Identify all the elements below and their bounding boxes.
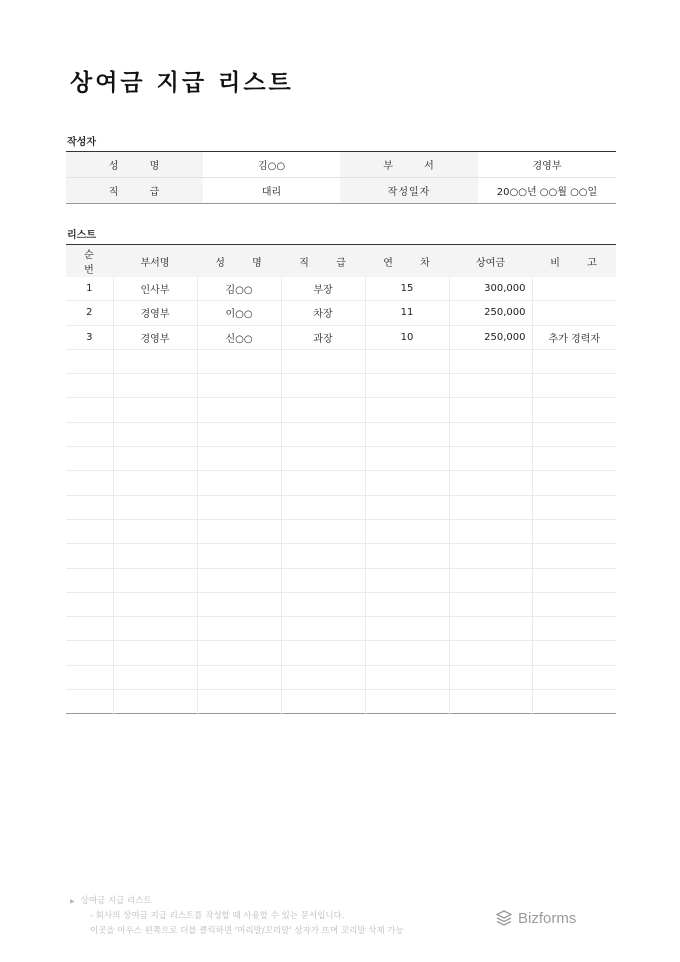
table-cell: 11 — [365, 301, 449, 325]
table-cell — [449, 544, 532, 568]
table-cell — [532, 374, 616, 398]
table-cell — [113, 422, 197, 446]
table-cell — [532, 495, 616, 519]
table-cell: 250,000 — [449, 325, 532, 349]
table-cell — [281, 690, 365, 714]
table-cell — [113, 665, 197, 689]
author-row — [66, 178, 616, 204]
table-cell — [197, 568, 281, 592]
table-cell — [281, 398, 365, 422]
table-cell — [197, 665, 281, 689]
table-cell — [113, 544, 197, 568]
table-cell — [281, 617, 365, 641]
table-cell — [532, 519, 616, 543]
table-cell — [113, 471, 197, 495]
table-cell: 차장 — [281, 301, 365, 325]
department-label: 부 서 — [340, 152, 478, 178]
table-cell — [113, 519, 197, 543]
table-cell — [365, 568, 449, 592]
table-cell: 경영부 — [113, 301, 197, 325]
table-cell: 2 — [66, 301, 113, 325]
header-name: 성 명 — [197, 245, 281, 278]
table-cell — [365, 665, 449, 689]
table-row — [66, 641, 616, 665]
position-label: 직 급 — [66, 178, 203, 204]
table-row — [66, 495, 616, 519]
table-cell — [281, 471, 365, 495]
table-row — [66, 471, 616, 495]
table-cell: 15 — [365, 277, 449, 301]
table-cell: 부장 — [281, 277, 365, 301]
header-years: 연 차 — [365, 245, 449, 278]
table-cell — [66, 592, 113, 616]
author-row — [66, 152, 616, 178]
table-cell — [449, 374, 532, 398]
table-cell — [365, 592, 449, 616]
table-cell — [449, 398, 532, 422]
table-row — [66, 398, 616, 422]
table-cell — [197, 617, 281, 641]
table-row — [66, 301, 616, 325]
table-cell — [66, 519, 113, 543]
logo-text: Bizforms — [518, 909, 577, 927]
table-row — [66, 325, 616, 349]
table-cell — [532, 277, 616, 301]
table-cell — [532, 592, 616, 616]
table-cell: 신○○ — [197, 325, 281, 349]
table-cell — [365, 641, 449, 665]
bonus-list-table — [66, 244, 616, 714]
table-cell — [281, 519, 365, 543]
table-row — [66, 544, 616, 568]
table-cell — [113, 374, 197, 398]
table-row — [66, 690, 616, 714]
table-cell — [449, 495, 532, 519]
position-value: 대리 — [261, 187, 282, 198]
table-cell — [449, 617, 532, 641]
table-cell — [66, 641, 113, 665]
table-cell — [532, 617, 616, 641]
table-cell — [197, 495, 281, 519]
table-cell — [113, 495, 197, 519]
table-cell — [365, 617, 449, 641]
table-cell — [197, 641, 281, 665]
table-cell: 이○○ — [197, 301, 281, 325]
table-cell — [66, 665, 113, 689]
table-cell: 10 — [365, 325, 449, 349]
table-cell — [449, 592, 532, 616]
table-cell — [532, 665, 616, 689]
table-cell: 300,000 — [449, 277, 532, 301]
table-cell — [197, 422, 281, 446]
table-cell — [281, 447, 365, 471]
table-cell — [197, 592, 281, 616]
table-row — [66, 349, 616, 373]
table-cell — [66, 447, 113, 471]
stacked-layers-icon — [495, 909, 513, 927]
table-cell — [66, 349, 113, 373]
table-cell — [66, 374, 113, 398]
table-cell — [113, 690, 197, 714]
author-section-label: 작성자 — [67, 137, 96, 148]
table-row — [66, 447, 616, 471]
table-cell — [281, 349, 365, 373]
triangle-bullet-icon: ▶ — [70, 898, 75, 905]
table-cell — [197, 519, 281, 543]
table-cell — [449, 447, 532, 471]
date-value: 20○○년 ○○월 ○○일 — [496, 187, 598, 198]
table-cell — [532, 422, 616, 446]
table-cell — [532, 447, 616, 471]
table-cell — [365, 690, 449, 714]
table-cell — [66, 495, 113, 519]
table-cell — [449, 641, 532, 665]
table-cell: 3 — [66, 325, 113, 349]
table-cell — [66, 471, 113, 495]
name-value: 김○○ — [203, 152, 340, 178]
list-section-label: 리스트 — [67, 230, 96, 241]
table-cell — [532, 349, 616, 373]
table-cell — [281, 422, 365, 446]
table-cell — [281, 374, 365, 398]
table-cell — [197, 690, 281, 714]
author-info-table — [66, 151, 616, 204]
table-cell — [66, 617, 113, 641]
table-cell: 경영부 — [113, 325, 197, 349]
footer-hint: 이곳을 마우스 왼쪽으로 더블 클릭하면 '머리말/꼬리말' 상자가 뜨며 꼬리말 삭제 가능 — [90, 926, 404, 936]
header-department: 부서명 — [113, 245, 197, 278]
footer-description: - 회사의 상여금 지급 리스트를 작성할 때 사용할 수 있는 문서입니다. — [90, 911, 345, 921]
table-cell: 1 — [66, 277, 113, 301]
table-cell — [532, 568, 616, 592]
table-cell — [532, 690, 616, 714]
table-row — [66, 422, 616, 446]
table-cell: 인사부 — [113, 277, 197, 301]
table-cell — [449, 349, 532, 373]
table-cell — [281, 544, 365, 568]
table-cell — [197, 447, 281, 471]
table-row — [66, 617, 616, 641]
table-cell — [113, 349, 197, 373]
table-cell — [113, 617, 197, 641]
table-cell: 추가 경력자 — [532, 325, 616, 349]
table-cell: 과장 — [281, 325, 365, 349]
table-cell — [281, 495, 365, 519]
table-cell — [197, 349, 281, 373]
table-cell — [532, 398, 616, 422]
table-header-row — [66, 245, 616, 278]
header-note: 비 고 — [532, 245, 616, 278]
table-cell — [365, 544, 449, 568]
table-cell — [449, 519, 532, 543]
table-row — [66, 568, 616, 592]
table-cell — [113, 592, 197, 616]
header-number: 순 번 — [66, 245, 113, 278]
table-cell — [365, 349, 449, 373]
table-row — [66, 519, 616, 543]
table-cell — [532, 471, 616, 495]
table-cell — [281, 665, 365, 689]
table-cell — [365, 374, 449, 398]
table-cell — [532, 544, 616, 568]
table-cell — [449, 471, 532, 495]
table-cell — [281, 641, 365, 665]
table-cell — [197, 374, 281, 398]
table-cell — [113, 568, 197, 592]
table-cell: 250,000 — [449, 301, 532, 325]
footer-title: 상여금 지급 리스트 — [80, 896, 152, 906]
department-value: 경영부 — [478, 152, 616, 178]
table-cell — [281, 568, 365, 592]
table-cell — [113, 447, 197, 471]
table-cell — [449, 690, 532, 714]
bizforms-logo — [495, 909, 576, 927]
table-cell — [449, 665, 532, 689]
table-cell — [197, 398, 281, 422]
table-cell — [66, 398, 113, 422]
table-cell — [113, 398, 197, 422]
table-cell — [365, 422, 449, 446]
table-cell — [197, 544, 281, 568]
table-cell — [66, 690, 113, 714]
table-cell — [365, 495, 449, 519]
table-cell — [365, 447, 449, 471]
table-cell — [197, 471, 281, 495]
table-row — [66, 592, 616, 616]
table-cell — [113, 641, 197, 665]
table-cell — [449, 568, 532, 592]
table-cell — [281, 592, 365, 616]
table-row — [66, 277, 616, 301]
table-cell — [66, 544, 113, 568]
document-title: 상여금 지급 리스트 — [70, 70, 294, 96]
table-cell — [66, 422, 113, 446]
table-cell — [365, 519, 449, 543]
table-cell — [532, 641, 616, 665]
table-row — [66, 374, 616, 398]
header-bonus: 상여금 — [449, 245, 532, 278]
table-cell — [365, 471, 449, 495]
table-row — [66, 665, 616, 689]
table-cell: 김○○ — [197, 277, 281, 301]
table-cell — [66, 568, 113, 592]
header-position: 직 급 — [281, 245, 365, 278]
table-cell — [365, 398, 449, 422]
table-cell — [449, 422, 532, 446]
document-footer — [70, 894, 404, 939]
name-label: 성 명 — [66, 152, 203, 178]
date-label: 작성일자 — [340, 178, 478, 204]
table-cell — [532, 301, 616, 325]
